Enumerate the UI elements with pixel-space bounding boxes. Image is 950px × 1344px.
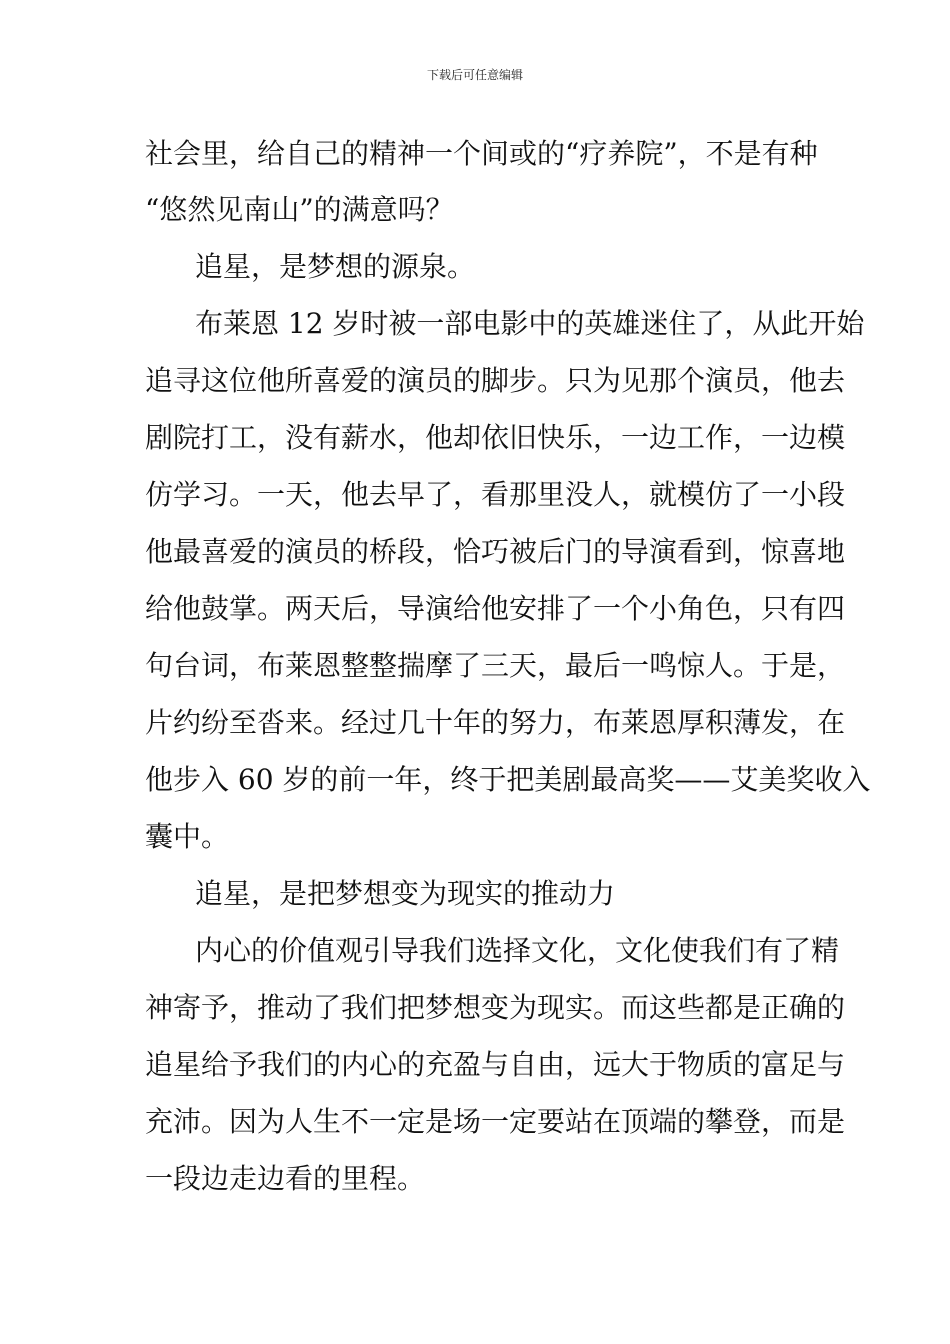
text-line: 剧院打工，没有薪水，他却依旧快乐，一边工作，一边模: [145, 421, 846, 454]
page-header: 下载后可任意编辑: [426, 68, 523, 82]
text-line: 囊中。: [145, 820, 230, 853]
text-line: 他步入 60 岁的前一年，终于把美剧最高奖——艾美奖收入: [145, 763, 871, 796]
text-line: 追寻这位他所喜爱的演员的脚步。只为见那个演员，他去: [145, 364, 846, 397]
text-line: 片约纷至沓来。经过几十年的努力，布莱恩厚积薄发，在: [145, 706, 846, 739]
section-heading: 追星，是梦想的源泉。: [195, 250, 476, 283]
text-line: “悠然见南山”的满意吗？: [145, 193, 454, 226]
section-heading: 追星，是把梦想变为现实的推动力: [195, 877, 616, 910]
text-line: 神寄予，推动了我们把梦想变为现实。而这些都是正确的: [145, 991, 846, 1024]
text-line: 一段边走边看的里程。: [145, 1162, 426, 1195]
text-line: 他最喜爱的演员的桥段，恰巧被后门的导演看到，惊喜地: [145, 535, 846, 568]
text-line: 充沛。因为人生不一定是场一定要站在顶端的攀登，而是: [145, 1105, 846, 1138]
text-line: 句台词，布莱恩整整揣摩了三天，最后一鸣惊人。于是，: [145, 649, 846, 682]
text-line: 内心的价值观引导我们选择文化，文化使我们有了精: [195, 934, 840, 967]
text-line: 社会里，给自己的精神一个间或的“疗养院”，不是有种: [145, 137, 818, 170]
text-line: 给他鼓掌。两天后，导演给他安排了一个小角色，只有四: [145, 592, 846, 625]
text-line: 追星给予我们的内心的充盈与自由，远大于物质的富足与: [145, 1048, 846, 1081]
text-line: 仿学习。一天，他去早了，看那里没人，就模仿了一小段: [145, 478, 846, 511]
text-line: 布莱恩 12 岁时被一部电影中的英雄迷住了，从此开始: [195, 307, 865, 340]
